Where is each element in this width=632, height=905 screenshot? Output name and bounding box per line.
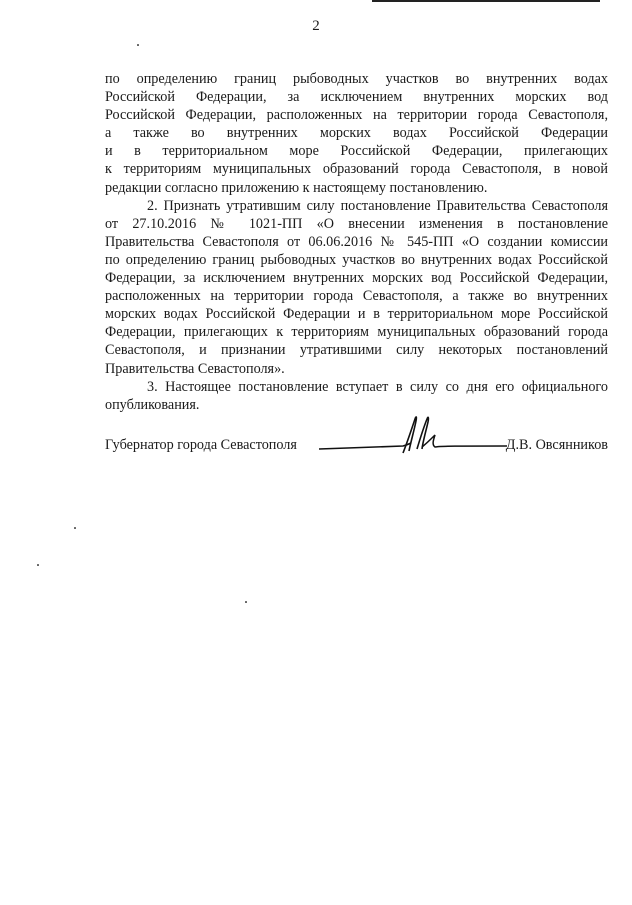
- text-line: Российской Федерации, расположенных на территории города Севастополя,: [105, 107, 608, 124]
- paragraph-2: [105, 197, 608, 378]
- paragraph-3: [105, 378, 608, 414]
- text-line: от 27.10.2016 № 1021-ПП «О внесении изменения в постановление: [105, 215, 608, 232]
- paragraph-1: [105, 70, 608, 197]
- text-line: расположенных на территории города Севастополя, а также во внутренних: [105, 288, 608, 305]
- document-body: [105, 70, 608, 414]
- text-line: Правительства Севастополя от 06.06.2016 № 545-ПП «О создании комиссии: [105, 233, 608, 250]
- text-line: к территориям муниципальных образований города Севастополя, в новой: [105, 161, 608, 178]
- page-number: 2: [312, 18, 320, 34]
- text-line: Федерации, прилегающих к территориям муниципальных образований города: [105, 324, 608, 341]
- text-line: опубликования.: [105, 396, 200, 413]
- text-line: 3. Настоящее постановление вступает в силу со дня его официального: [147, 378, 608, 395]
- signatory-title: Губернатор города Севастополя: [105, 437, 297, 453]
- text-line: и в территориальном море Российской Федерации, прилегающих: [105, 143, 608, 160]
- signature-block: [105, 433, 608, 463]
- scan-speck: [137, 44, 139, 46]
- scan-edge-line: [372, 0, 600, 2]
- scan-speck: [74, 527, 76, 529]
- signatory-name: Д.В. Овсянников: [505, 437, 608, 453]
- text-line: Севастополя, и признании утратившими силу некоторых постановлений: [105, 342, 608, 359]
- text-line: морских водах Российской Федерации и в территориальном море Российской: [105, 306, 608, 323]
- text-line: Федерации, за исключением внутренних морских вод Российской Федерации,: [105, 270, 608, 287]
- text-line: по определению границ рыбоводных участков во внутренних водах: [105, 71, 608, 87]
- text-line: по определению границ рыбоводных участков во внутренних водах Российской: [105, 251, 608, 268]
- text-line: Российской Федерации, за исключением внутренних морских вод: [105, 89, 608, 106]
- text-line: редакции согласно приложению к настоящему постановлению.: [105, 179, 488, 196]
- text-line: 2. Признать утратившим силу постановление Правительства Севастополя: [147, 197, 608, 214]
- scan-speck: [37, 564, 39, 566]
- handwritten-signature: [317, 413, 507, 465]
- scan-speck: [245, 601, 247, 603]
- text-line: а также во внутренних морских водах Российской Федерации: [105, 125, 608, 142]
- text-line: Правительства Севастополя».: [105, 360, 285, 377]
